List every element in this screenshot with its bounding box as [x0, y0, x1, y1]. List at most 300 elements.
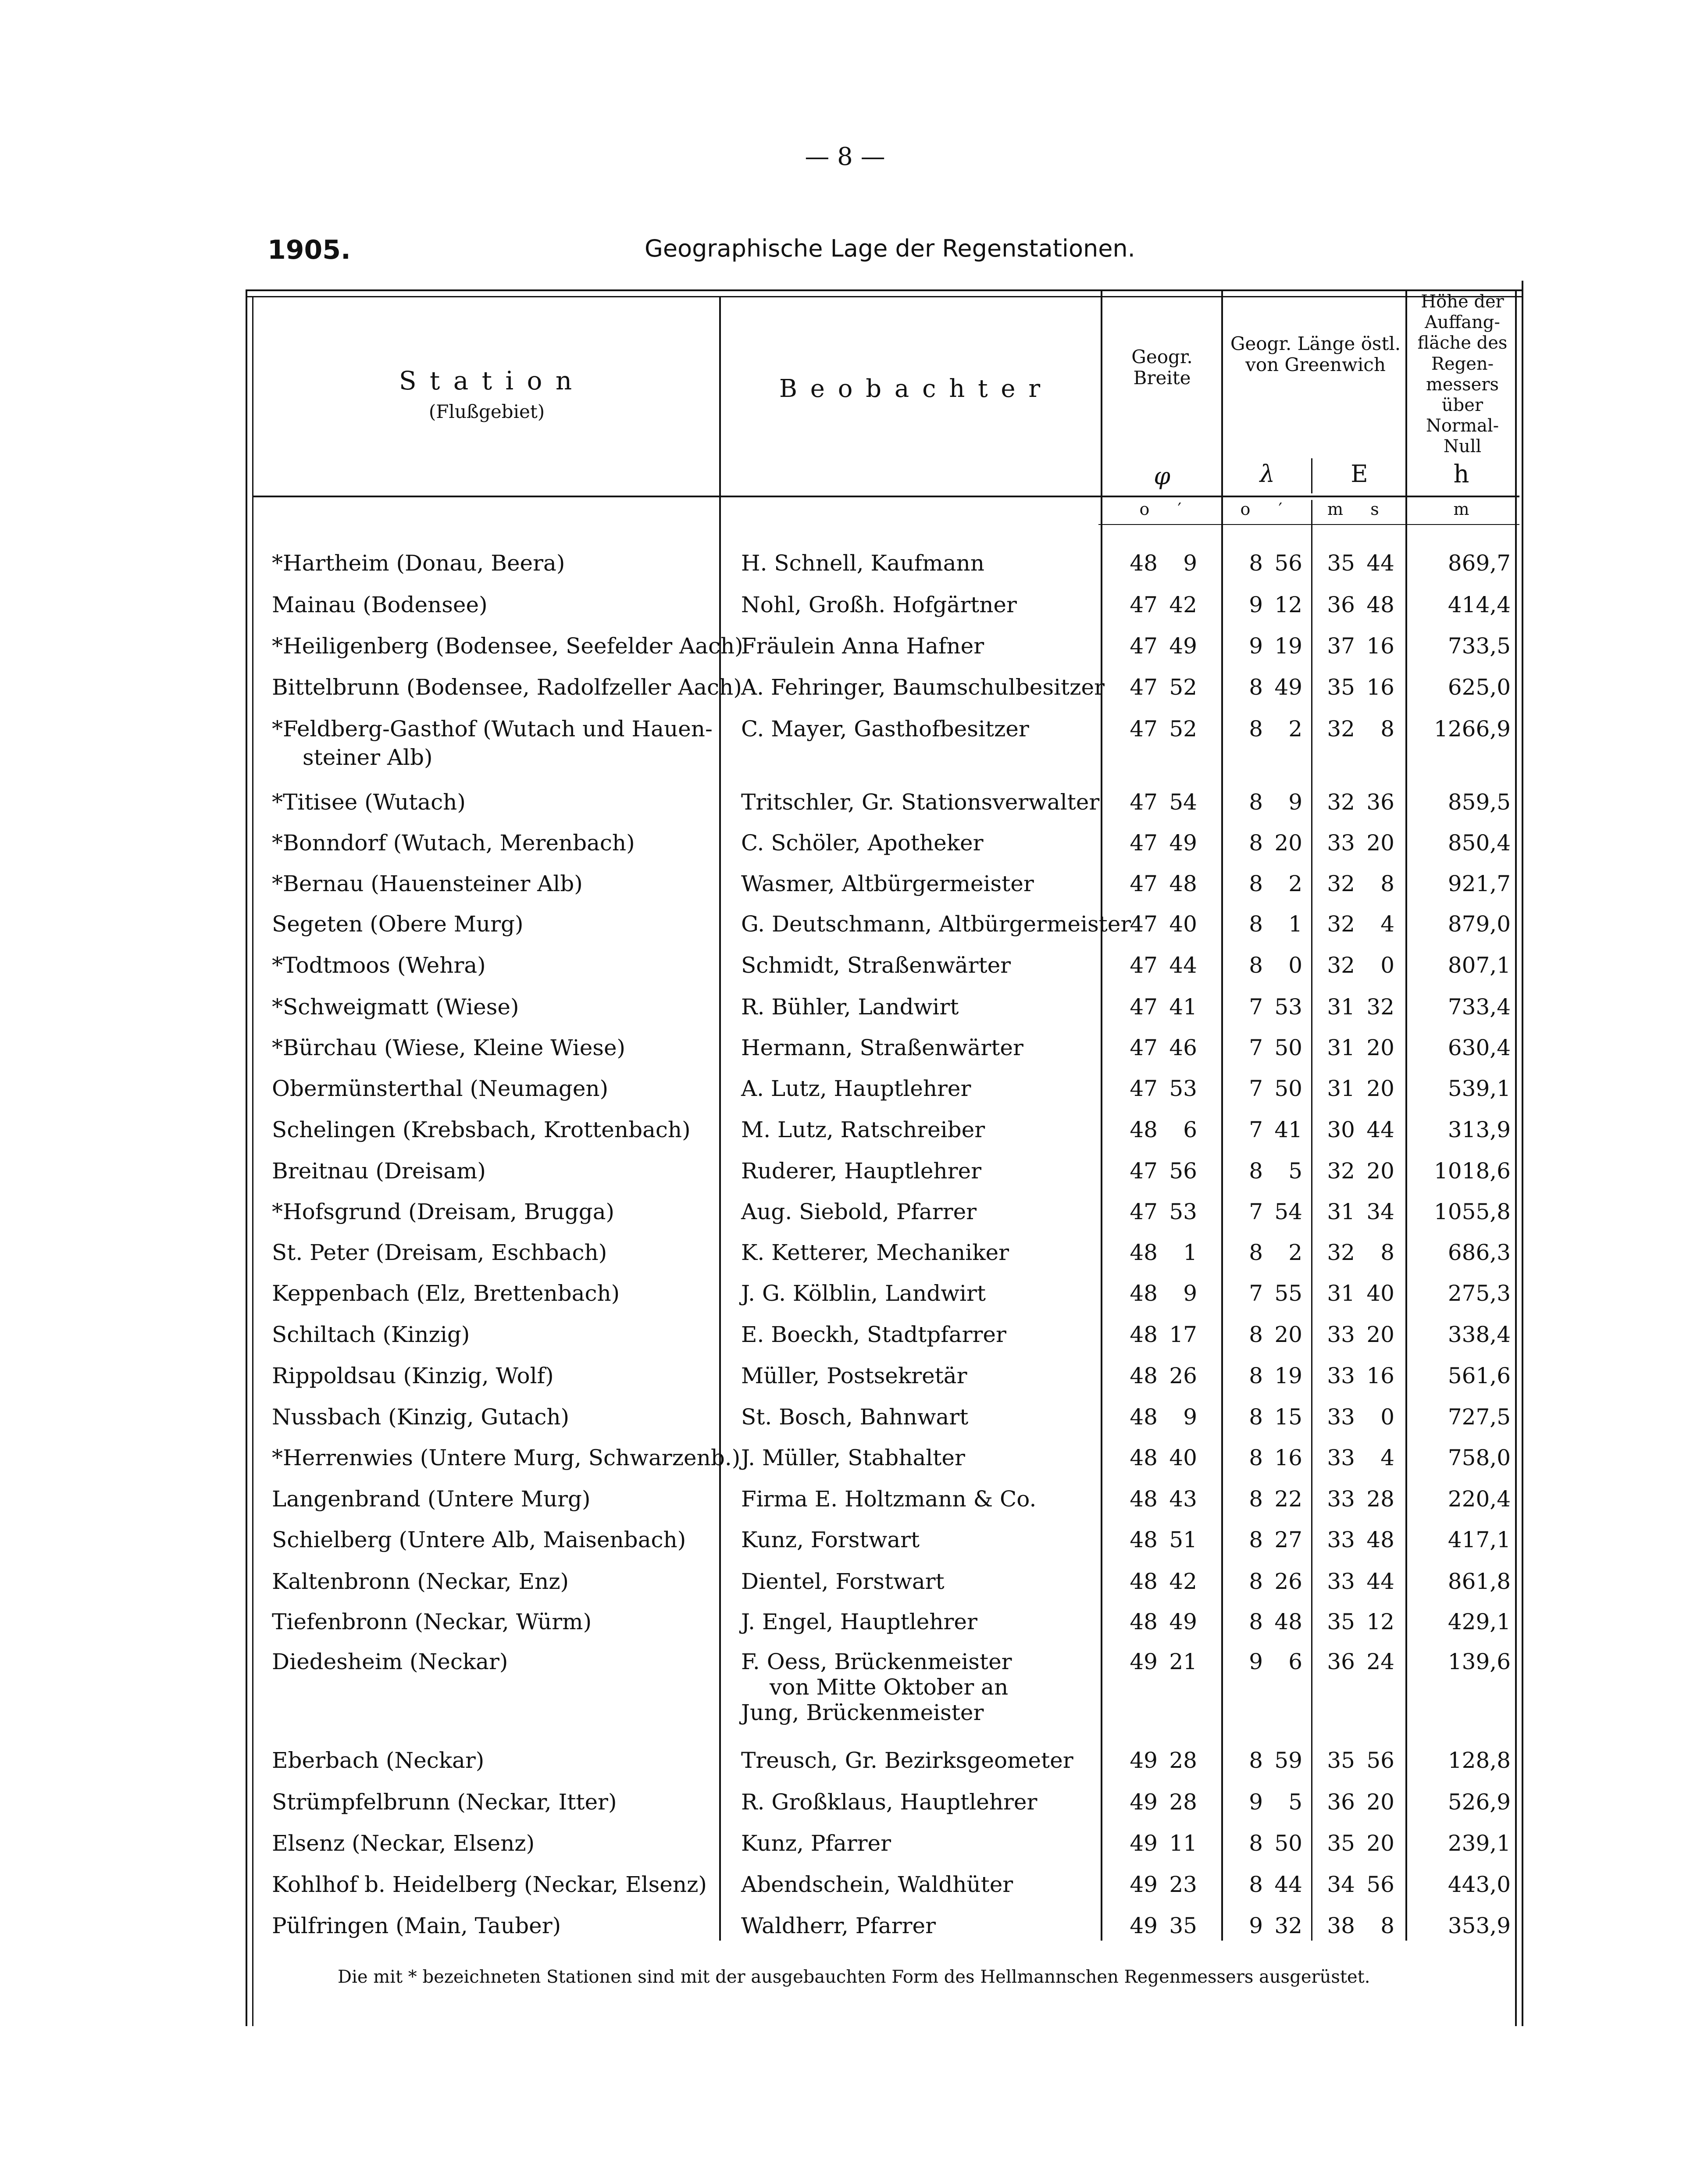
- height-cell: 733,4: [1448, 994, 1511, 1020]
- height-cell: 625,0: [1448, 674, 1511, 700]
- station-cell: Obermünsterthal (Neumagen): [272, 1076, 609, 1101]
- time-min-cell: 33: [1327, 1404, 1355, 1430]
- height-cell: 417,1: [1448, 1527, 1511, 1552]
- observer-cell: C. Schöler, Apotheker: [741, 830, 984, 856]
- lon-deg-cell: 8: [1249, 716, 1263, 742]
- height-cell: 807,1: [1448, 953, 1511, 978]
- time-sec-cell: 20: [1366, 1789, 1394, 1815]
- station-cell-continued: steiner Alb): [303, 745, 433, 770]
- lon-deg-cell: 7: [1249, 1076, 1263, 1101]
- lon-min-cell: 53: [1274, 994, 1302, 1020]
- lat-deg-cell: 47: [1130, 953, 1158, 978]
- station-cell: Breitnau (Dreisam): [272, 1158, 486, 1184]
- lat-deg-cell: 49: [1130, 1913, 1158, 1938]
- station-cell: Elsenz (Neckar, Elsenz): [272, 1831, 535, 1856]
- observer-cell: Wasmer, Altbürgermeister: [741, 871, 1034, 896]
- observer-cell: Müller, Postsekretär: [741, 1363, 967, 1388]
- lon-deg-cell: 8: [1249, 1527, 1263, 1552]
- time-sec-cell: 20: [1366, 830, 1394, 856]
- station-cell: *Herrenwies (Untere Murg, Schwarzenb.): [272, 1445, 741, 1470]
- observer-cell: E. Boeckh, Stadtpfarrer: [741, 1322, 1006, 1347]
- height-cell: 128,8: [1448, 1748, 1511, 1773]
- header-time-symbol: E: [1351, 460, 1368, 488]
- lat-deg-cell: 47: [1130, 871, 1158, 896]
- lat-min-cell: 43: [1169, 1486, 1197, 1512]
- lon-min-cell: 5: [1288, 1158, 1302, 1184]
- time-sec-cell: 36: [1366, 789, 1394, 815]
- lon-min-cell: 2: [1288, 716, 1302, 742]
- observer-cell: J. Engel, Hauptlehrer: [741, 1609, 977, 1634]
- time-min-cell: 35: [1327, 674, 1355, 700]
- observer-cell: St. Bosch, Bahnwart: [741, 1404, 969, 1430]
- lon-min-cell: 20: [1274, 1322, 1302, 1347]
- lat-min-cell: 52: [1169, 716, 1197, 742]
- height-cell: 921,7: [1448, 871, 1511, 896]
- lat-deg-cell: 48: [1130, 1527, 1158, 1552]
- lon-min-cell: 6: [1288, 1649, 1302, 1674]
- header-observer: B e o b a c h t e r: [779, 375, 1043, 403]
- lon-min-cell: 41: [1274, 1117, 1302, 1142]
- station-cell: Pülfringen (Main, Tauber): [272, 1913, 561, 1938]
- height-cell: 338,4: [1448, 1322, 1511, 1347]
- observer-cell: M. Lutz, Ratschreiber: [741, 1117, 985, 1142]
- time-sec-cell: 20: [1366, 1322, 1394, 1347]
- station-cell: Langenbrand (Untere Murg): [272, 1486, 591, 1512]
- observer-cell: Tritschler, Gr. Stationsverwalter: [741, 789, 1100, 815]
- lat-min-cell: 9: [1183, 1281, 1197, 1306]
- time-min-cell: 31: [1327, 1281, 1355, 1306]
- time-sec-cell: 20: [1366, 1076, 1394, 1101]
- lat-deg-cell: 49: [1130, 1649, 1158, 1674]
- lat-deg-cell: 47: [1130, 994, 1158, 1020]
- lat-deg-cell: 48: [1130, 1486, 1158, 1512]
- station-cell: Schiltach (Kinzig): [272, 1322, 470, 1347]
- height-cell: 1266,9: [1434, 716, 1511, 742]
- time-sec-cell: 12: [1366, 1609, 1394, 1634]
- station-cell: *Bürchau (Wiese, Kleine Wiese): [272, 1035, 626, 1060]
- lon-deg-cell: 9: [1249, 1913, 1263, 1938]
- lat-deg-cell: 49: [1130, 1872, 1158, 1897]
- time-min-cell: 38: [1327, 1913, 1355, 1938]
- observer-cell: Nohl, Großh. Hofgärtner: [741, 592, 1017, 617]
- time-min-cell: 32: [1327, 716, 1355, 742]
- time-sec-cell: 44: [1366, 1117, 1394, 1142]
- observer-cell: Dientel, Forstwart: [741, 1569, 945, 1594]
- lat-deg-cell: 47: [1130, 716, 1158, 742]
- lat-deg-cell: 48: [1130, 550, 1158, 576]
- lon-min-cell: 32: [1274, 1913, 1302, 1938]
- lon-min-cell: 9: [1288, 789, 1302, 815]
- header-latitude: Geogr. Breite: [1131, 346, 1193, 389]
- lon-min-cell: 2: [1288, 1240, 1302, 1265]
- lat-min-cell: 53: [1169, 1076, 1197, 1101]
- observer-cell: K. Ketterer, Mechaniker: [741, 1240, 1009, 1265]
- lat-min-cell: 9: [1183, 1404, 1197, 1430]
- time-min-cell: 31: [1327, 1076, 1355, 1101]
- lat-min-cell: 42: [1169, 592, 1197, 617]
- time-min-cell: 32: [1327, 789, 1355, 815]
- time-sec-cell: 48: [1366, 1527, 1394, 1552]
- lon-deg-cell: 7: [1249, 1281, 1263, 1306]
- time-min-cell: 33: [1327, 1486, 1355, 1512]
- lon-deg-cell: 9: [1249, 1649, 1263, 1674]
- lon-deg-cell: 8: [1249, 1486, 1263, 1512]
- lat-min-cell: 46: [1169, 1035, 1197, 1060]
- time-sec-cell: 56: [1366, 1872, 1394, 1897]
- time-min-cell: 35: [1327, 1609, 1355, 1634]
- time-min-cell: 32: [1327, 953, 1355, 978]
- lon-min-cell: 55: [1274, 1281, 1302, 1306]
- height-cell: 526,9: [1448, 1789, 1511, 1815]
- header-latitude-symbol: φ: [1154, 462, 1170, 490]
- height-cell: 859,5: [1448, 789, 1511, 815]
- lat-deg-cell: 48: [1130, 1322, 1158, 1347]
- station-cell: *Todtmoos (Wehra): [272, 953, 486, 978]
- time-sec-cell: 16: [1366, 1363, 1394, 1388]
- height-cell: 139,6: [1448, 1649, 1511, 1674]
- lon-min-cell: 5: [1288, 1789, 1302, 1815]
- lon-deg-cell: 8: [1249, 953, 1263, 978]
- station-cell: Nussbach (Kinzig, Gutach): [272, 1404, 570, 1430]
- height-cell: 727,5: [1448, 1404, 1511, 1430]
- time-sec-cell: 16: [1366, 674, 1394, 700]
- lon-deg-cell: 8: [1249, 789, 1263, 815]
- height-cell: 353,9: [1448, 1913, 1511, 1938]
- lat-min-cell: 49: [1169, 633, 1197, 659]
- lat-deg-cell: 48: [1130, 1240, 1158, 1265]
- station-cell: Segeten (Obere Murg): [272, 911, 524, 937]
- lat-min-cell: 56: [1169, 1158, 1197, 1184]
- lat-min-cell: 9: [1183, 550, 1197, 576]
- lon-min-cell: 26: [1274, 1569, 1302, 1594]
- lon-min-cell: 56: [1274, 550, 1302, 576]
- lon-min-cell: 15: [1274, 1404, 1302, 1430]
- lat-min-cell: 53: [1169, 1199, 1197, 1224]
- lat-deg-cell: 47: [1130, 674, 1158, 700]
- observer-cell: Waldherr, Pfarrer: [741, 1913, 936, 1938]
- station-cell: Rippoldsau (Kinzig, Wolf): [272, 1363, 554, 1388]
- lat-deg-cell: 47: [1130, 1076, 1158, 1101]
- lat-min-cell: 11: [1169, 1831, 1197, 1856]
- station-cell: *Hartheim (Donau, Beera): [272, 550, 565, 576]
- time-sec-cell: 8: [1380, 871, 1394, 896]
- time-min-cell: 33: [1327, 1445, 1355, 1470]
- height-cell: 861,8: [1448, 1569, 1511, 1594]
- lon-deg-cell: 8: [1249, 1831, 1263, 1856]
- lat-min-cell: 52: [1169, 674, 1197, 700]
- lon-deg-cell: 8: [1249, 1240, 1263, 1265]
- lon-min-cell: 49: [1274, 674, 1302, 700]
- lon-deg-cell: 8: [1249, 871, 1263, 896]
- time-sec-cell: 0: [1380, 953, 1394, 978]
- lat-deg-cell: 48: [1130, 1363, 1158, 1388]
- time-min-cell: 32: [1327, 871, 1355, 896]
- lon-min-cell: 54: [1274, 1199, 1302, 1224]
- lon-min-cell: 19: [1274, 1363, 1302, 1388]
- unit-lat-deg: o: [1139, 500, 1150, 519]
- observer-cell: Schmidt, Straßenwärter: [741, 953, 1011, 978]
- height-cell: 239,1: [1448, 1831, 1511, 1856]
- lon-deg-cell: 8: [1249, 1872, 1263, 1897]
- lon-min-cell: 2: [1288, 871, 1302, 896]
- lon-min-cell: 50: [1274, 1831, 1302, 1856]
- time-sec-cell: 56: [1366, 1748, 1394, 1773]
- lon-deg-cell: 8: [1249, 1748, 1263, 1773]
- time-sec-cell: 44: [1366, 550, 1394, 576]
- lon-deg-cell: 8: [1249, 1609, 1263, 1634]
- observer-cell: R. Großklaus, Hauptlehrer: [741, 1789, 1038, 1815]
- lon-deg-cell: 8: [1249, 1363, 1263, 1388]
- lat-deg-cell: 48: [1130, 1281, 1158, 1306]
- unit-time-m: m: [1327, 500, 1344, 519]
- time-min-cell: 33: [1327, 1363, 1355, 1388]
- unit-time-s: s: [1370, 500, 1379, 519]
- time-min-cell: 34: [1327, 1872, 1355, 1897]
- station-cell: *Bonndorf (Wutach, Merenbach): [272, 830, 635, 856]
- lat-deg-cell: 47: [1130, 789, 1158, 815]
- height-cell: 429,1: [1448, 1609, 1511, 1634]
- unit-lat-min: ′: [1177, 500, 1182, 519]
- lon-deg-cell: 8: [1249, 1404, 1263, 1430]
- height-cell: 758,0: [1448, 1445, 1511, 1470]
- time-min-cell: 33: [1327, 1322, 1355, 1347]
- unit-lon-deg: o: [1240, 500, 1251, 519]
- header-height-symbol: h: [1453, 460, 1469, 489]
- time-sec-cell: 28: [1366, 1486, 1394, 1512]
- observer-cell: Kunz, Forstwart: [741, 1527, 920, 1552]
- lat-min-cell: 49: [1169, 830, 1197, 856]
- lat-deg-cell: 48: [1130, 1609, 1158, 1634]
- lat-min-cell: 42: [1169, 1569, 1197, 1594]
- time-min-cell: 30: [1327, 1117, 1355, 1142]
- station-cell: Eberbach (Neckar): [272, 1748, 485, 1773]
- lon-min-cell: 19: [1274, 633, 1302, 659]
- station-cell: *Bernau (Hauensteiner Alb): [272, 871, 583, 896]
- page-number: — 8 —: [805, 143, 885, 171]
- lat-deg-cell: 49: [1130, 1748, 1158, 1773]
- height-cell: 539,1: [1448, 1076, 1511, 1101]
- height-cell: 879,0: [1448, 911, 1511, 937]
- lat-deg-cell: 48: [1130, 1569, 1158, 1594]
- lat-min-cell: 48: [1169, 871, 1197, 896]
- lat-deg-cell: 47: [1130, 1158, 1158, 1184]
- station-cell: Mainau (Bodensee): [272, 592, 488, 617]
- time-sec-cell: 4: [1380, 911, 1394, 937]
- time-min-cell: 35: [1327, 550, 1355, 576]
- lat-min-cell: 54: [1169, 789, 1197, 815]
- time-sec-cell: 20: [1366, 1158, 1394, 1184]
- lon-deg-cell: 8: [1249, 1445, 1263, 1470]
- time-min-cell: 33: [1327, 1527, 1355, 1552]
- observer-cell: G. Deutschmann, Altbürgermeister: [741, 911, 1131, 937]
- station-cell: *Feldberg-Gasthof (Wutach und Hauen-: [272, 716, 713, 742]
- station-cell: Bittelbrunn (Bodensee, Radolfzeller Aach): [272, 674, 742, 700]
- time-sec-cell: 16: [1366, 633, 1394, 659]
- observer-cell: Fräulein Anna Hafner: [741, 633, 984, 659]
- time-min-cell: 32: [1327, 911, 1355, 937]
- lon-deg-cell: 9: [1249, 633, 1263, 659]
- time-min-cell: 33: [1327, 830, 1355, 856]
- observer-cell: Abendschein, Waldhüter: [741, 1872, 1013, 1897]
- lat-min-cell: 40: [1169, 1445, 1197, 1470]
- lat-deg-cell: 47: [1130, 1199, 1158, 1224]
- lat-deg-cell: 49: [1130, 1831, 1158, 1856]
- observer-cell: J. G. Kölblin, Landwirt: [741, 1281, 986, 1306]
- station-cell: *Hofsgrund (Dreisam, Brugga): [272, 1199, 615, 1224]
- lat-min-cell: 40: [1169, 911, 1197, 937]
- time-sec-cell: 44: [1366, 1569, 1394, 1594]
- station-cell: Kaltenbronn (Neckar, Enz): [272, 1569, 569, 1594]
- height-cell: 313,9: [1448, 1117, 1511, 1142]
- unit-height: m: [1453, 500, 1469, 519]
- time-min-cell: 36: [1327, 1789, 1355, 1815]
- time-min-cell: 31: [1327, 1199, 1355, 1224]
- station-cell: Schielberg (Untere Alb, Maisenbach): [272, 1527, 686, 1552]
- year-label: 1905.: [267, 235, 351, 265]
- lat-min-cell: 41: [1169, 994, 1197, 1020]
- header-longitude-symbol: λ: [1259, 460, 1275, 488]
- time-min-cell: 32: [1327, 1240, 1355, 1265]
- header-station: S t a t i o n: [399, 366, 575, 396]
- lon-deg-cell: 9: [1249, 1789, 1263, 1815]
- observer-cell: J. Müller, Stabhalter: [741, 1445, 965, 1470]
- lat-min-cell: 35: [1169, 1913, 1197, 1938]
- lat-deg-cell: 47: [1130, 911, 1158, 937]
- lon-deg-cell: 8: [1249, 674, 1263, 700]
- lon-deg-cell: 7: [1249, 1199, 1263, 1224]
- observer-cell: Treusch, Gr. Bezirksgeometer: [741, 1748, 1073, 1773]
- lat-deg-cell: 48: [1130, 1117, 1158, 1142]
- time-sec-cell: 34: [1366, 1199, 1394, 1224]
- lat-min-cell: 28: [1169, 1789, 1197, 1815]
- time-min-cell: 36: [1327, 592, 1355, 617]
- station-cell: *Schweigmatt (Wiese): [272, 994, 519, 1020]
- lon-deg-cell: 7: [1249, 1035, 1263, 1060]
- height-cell: 733,5: [1448, 633, 1511, 659]
- time-sec-cell: 8: [1380, 716, 1394, 742]
- station-cell: Strümpfelbrunn (Neckar, Itter): [272, 1789, 617, 1815]
- lat-min-cell: 44: [1169, 953, 1197, 978]
- time-sec-cell: 20: [1366, 1831, 1394, 1856]
- height-cell: 686,3: [1448, 1240, 1511, 1265]
- lat-deg-cell: 49: [1130, 1789, 1158, 1815]
- lon-min-cell: 20: [1274, 830, 1302, 856]
- unit-lon-min: ′: [1278, 500, 1283, 519]
- height-cell: 869,7: [1448, 550, 1511, 576]
- height-cell: 1055,8: [1434, 1199, 1511, 1224]
- time-sec-cell: 24: [1366, 1649, 1394, 1674]
- observer-cell: R. Bühler, Landwirt: [741, 994, 959, 1020]
- lon-deg-cell: 8: [1249, 550, 1263, 576]
- page-title: Geographische Lage der Regenstationen.: [645, 235, 1135, 262]
- station-cell: Keppenbach (Elz, Brettenbach): [272, 1281, 620, 1306]
- lon-deg-cell: 8: [1249, 1322, 1263, 1347]
- height-cell: 1018,6: [1434, 1158, 1511, 1184]
- header-longitude: Geogr. Länge östl. von Greenwich: [1230, 333, 1401, 376]
- time-sec-cell: 4: [1380, 1445, 1394, 1470]
- observer-cell: A. Lutz, Hauptlehrer: [741, 1076, 971, 1101]
- lat-deg-cell: 47: [1130, 1035, 1158, 1060]
- time-min-cell: 36: [1327, 1649, 1355, 1674]
- height-cell: 275,3: [1448, 1281, 1511, 1306]
- observer-cell-continued: Jung, Brückenmeister: [741, 1700, 984, 1725]
- lat-min-cell: 17: [1169, 1322, 1197, 1347]
- lon-deg-cell: 8: [1249, 1569, 1263, 1594]
- lon-min-cell: 50: [1274, 1035, 1302, 1060]
- time-min-cell: 35: [1327, 1748, 1355, 1773]
- lon-min-cell: 12: [1274, 592, 1302, 617]
- time-min-cell: 31: [1327, 1035, 1355, 1060]
- station-cell: *Heiligenberg (Bodensee, Seefelder Aach): [272, 633, 743, 659]
- lat-min-cell: 26: [1169, 1363, 1197, 1388]
- time-sec-cell: 40: [1366, 1281, 1394, 1306]
- lon-min-cell: 0: [1288, 953, 1302, 978]
- lon-deg-cell: 7: [1249, 1117, 1263, 1142]
- observer-cell: H. Schnell, Kaufmann: [741, 550, 984, 576]
- time-min-cell: 33: [1327, 1569, 1355, 1594]
- station-cell: Schelingen (Krebsbach, Krottenbach): [272, 1117, 691, 1142]
- lat-min-cell: 51: [1169, 1527, 1197, 1552]
- lon-deg-cell: 8: [1249, 1158, 1263, 1184]
- observer-cell: Ruderer, Hauptlehrer: [741, 1158, 982, 1184]
- lat-deg-cell: 47: [1130, 830, 1158, 856]
- height-cell: 561,6: [1448, 1363, 1511, 1388]
- time-sec-cell: 32: [1366, 994, 1394, 1020]
- time-sec-cell: 8: [1380, 1913, 1394, 1938]
- time-sec-cell: 48: [1366, 592, 1394, 617]
- lat-deg-cell: 47: [1130, 633, 1158, 659]
- lon-deg-cell: 7: [1249, 994, 1263, 1020]
- lat-min-cell: 1: [1183, 1240, 1197, 1265]
- lat-min-cell: 49: [1169, 1609, 1197, 1634]
- observer-cell: Kunz, Pfarrer: [741, 1831, 891, 1856]
- lon-min-cell: 1: [1288, 911, 1302, 937]
- time-min-cell: 37: [1327, 633, 1355, 659]
- lon-min-cell: 44: [1274, 1872, 1302, 1897]
- observer-cell: A. Fehringer, Baumschulbesitzer: [741, 674, 1105, 700]
- lat-deg-cell: 47: [1130, 592, 1158, 617]
- lon-min-cell: 22: [1274, 1486, 1302, 1512]
- lon-min-cell: 16: [1274, 1445, 1302, 1470]
- lon-min-cell: 59: [1274, 1748, 1302, 1773]
- lat-min-cell: 23: [1169, 1872, 1197, 1897]
- lon-deg-cell: 8: [1249, 830, 1263, 856]
- observer-cell: Firma E. Holtzmann & Co.: [741, 1486, 1037, 1512]
- height-cell: 443,0: [1448, 1872, 1511, 1897]
- time-min-cell: 35: [1327, 1831, 1355, 1856]
- time-sec-cell: 20: [1366, 1035, 1394, 1060]
- observer-cell-continued: von Mitte Oktober an: [770, 1674, 1009, 1700]
- lon-deg-cell: 8: [1249, 911, 1263, 937]
- observer-cell: C. Mayer, Gasthofbesitzer: [741, 716, 1029, 742]
- station-cell: St. Peter (Dreisam, Eschbach): [272, 1240, 607, 1265]
- header-height: Höhe der Auffang-fläche des Regen-messers über Normal-Null: [1417, 292, 1508, 457]
- observer-cell: F. Oess, Brückenmeister: [741, 1649, 1012, 1674]
- station-cell: Kohlhof b. Heidelberg (Neckar, Elsenz): [272, 1872, 707, 1897]
- lon-min-cell: 48: [1274, 1609, 1302, 1634]
- observer-cell: Hermann, Straßenwärter: [741, 1035, 1023, 1060]
- height-cell: 414,4: [1448, 592, 1511, 617]
- header-station-sub: (Flußgebiet): [428, 401, 545, 422]
- lat-min-cell: 21: [1169, 1649, 1197, 1674]
- lat-deg-cell: 48: [1130, 1445, 1158, 1470]
- station-cell: *Titisee (Wutach): [272, 789, 466, 815]
- height-cell: 630,4: [1448, 1035, 1511, 1060]
- lat-min-cell: 28: [1169, 1748, 1197, 1773]
- height-cell: 850,4: [1448, 830, 1511, 856]
- time-sec-cell: 0: [1380, 1404, 1394, 1430]
- time-min-cell: 32: [1327, 1158, 1355, 1184]
